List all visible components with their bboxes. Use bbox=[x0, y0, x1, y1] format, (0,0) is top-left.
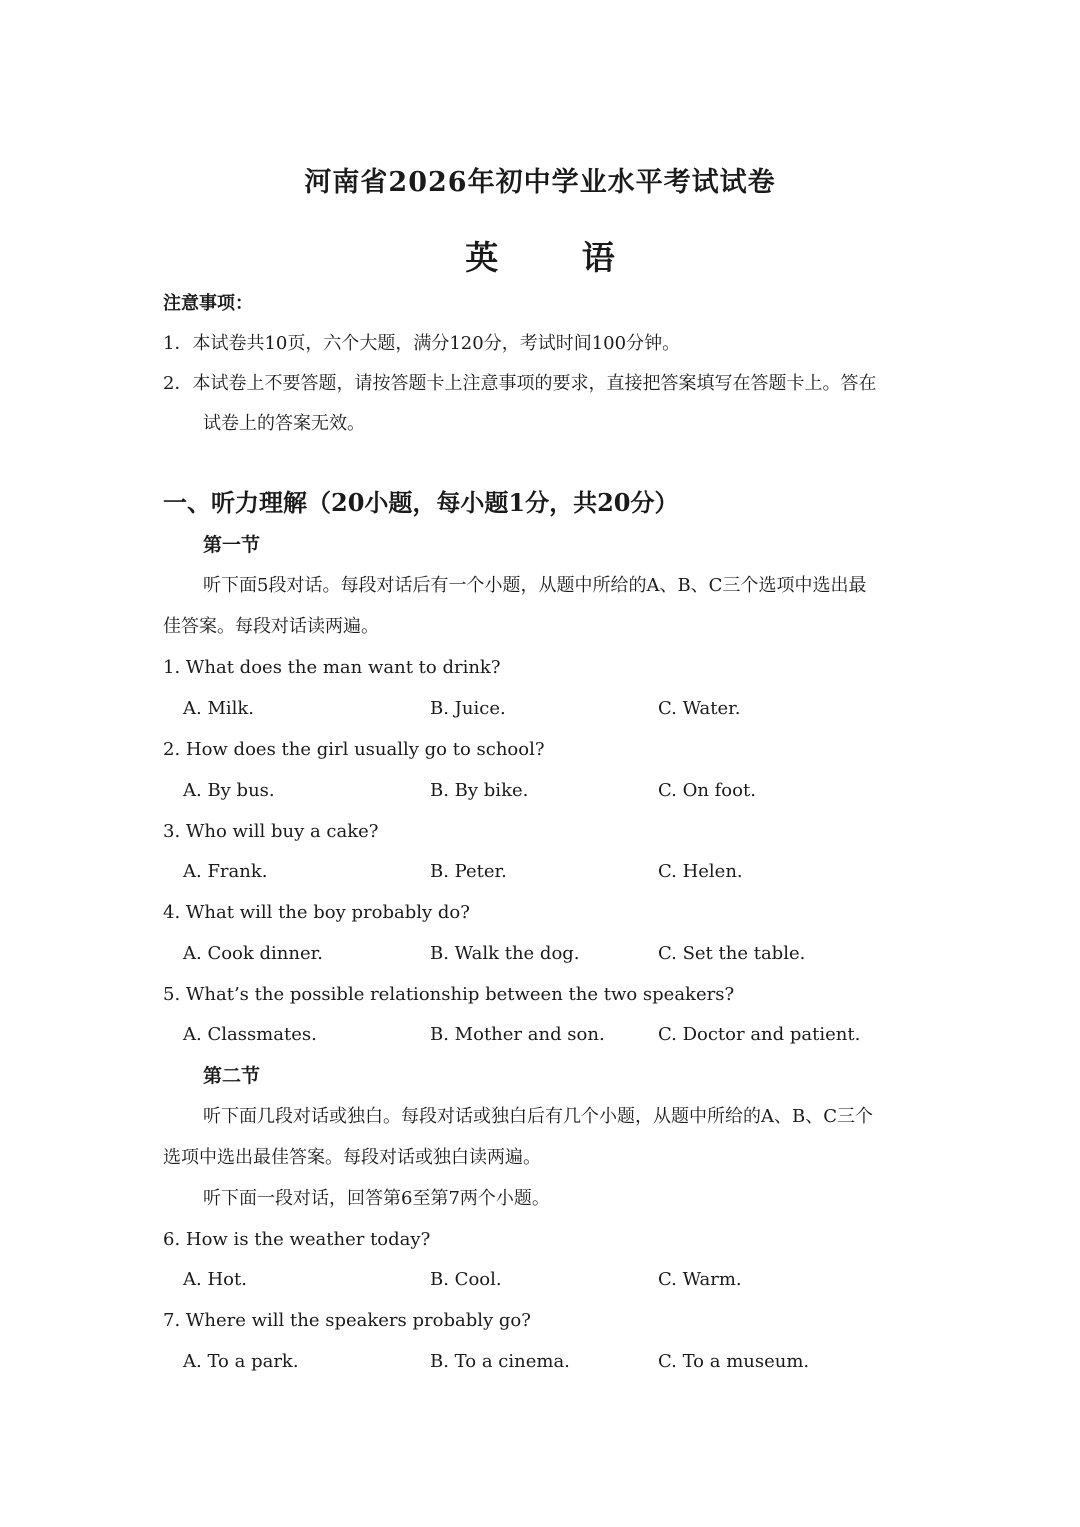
part-heading-2: 第二节 bbox=[203, 1065, 261, 1087]
part-heading-1: 第一节 bbox=[203, 534, 261, 556]
note-item-1: 1．本试卷共10页，六个大题，满分120分，考试时间100分钟。 bbox=[163, 333, 681, 354]
question-7-option-a: A. To a park. bbox=[183, 1351, 299, 1372]
part1-instruction-line-2: 佳答案。每段对话读两遍。 bbox=[163, 616, 379, 637]
question-5-option-a: A. Classmates. bbox=[183, 1024, 317, 1045]
question-3-option-c: C. Helen. bbox=[658, 861, 743, 882]
subject-title: 英 语 bbox=[465, 238, 651, 277]
exam-title: 河南省2026年初中学业水平考试试卷 bbox=[304, 167, 776, 198]
question-5-option-c: C. Doctor and patient. bbox=[658, 1024, 861, 1045]
question-4-option-a: A. Cook dinner. bbox=[183, 943, 323, 964]
question-4-option-b: B. Walk the dog. bbox=[430, 943, 580, 964]
section-heading-listening: 一、听力理解（20小题，每小题1分，共20分） bbox=[163, 488, 679, 517]
question-stem-3: 3. Who will buy a cake? bbox=[163, 821, 379, 842]
question-7-option-b: B. To a cinema. bbox=[430, 1351, 570, 1372]
question-6-option-c: C. Warm. bbox=[658, 1269, 742, 1290]
question-4-option-c: C. Set the table. bbox=[658, 943, 806, 964]
note-item-2-continued: 试卷上的答案无效。 bbox=[203, 413, 365, 434]
question-stem-5: 5. What’s the possible relationship between the two speakers? bbox=[163, 984, 735, 1005]
question-1-option-b: B. Juice. bbox=[430, 698, 506, 719]
note-item-2: 2．本试卷上不要答题，请按答题卡上注意事项的要求，直接把答案填写在答题卡上。答在 bbox=[163, 373, 877, 394]
part2-instruction-line-2: 选项中选出最佳答案。每段对话或独白读两遍。 bbox=[163, 1147, 541, 1168]
question-5-option-b: B. Mother and son. bbox=[430, 1024, 605, 1045]
question-3-option-a: A. Frank. bbox=[183, 861, 268, 882]
question-3-option-b: B. Peter. bbox=[430, 861, 507, 882]
question-1-option-c: C. Water. bbox=[658, 698, 741, 719]
question-stem-7: 7. Where will the speakers probably go? bbox=[163, 1310, 531, 1331]
question-2-option-b: B. By bike. bbox=[430, 780, 529, 801]
notes-heading: 注意事项： bbox=[163, 293, 253, 314]
question-1-option-a: A. Milk. bbox=[183, 698, 255, 719]
question-2-option-c: C. On foot. bbox=[658, 780, 756, 801]
question-6-option-b: B. Cool. bbox=[430, 1269, 502, 1290]
part2-sub-instruction: 听下面一段对话，回答第6至第7两个小题。 bbox=[203, 1188, 550, 1209]
question-stem-4: 4. What will the boy probably do? bbox=[163, 902, 470, 923]
question-stem-2: 2. How does the girl usually go to school? bbox=[163, 739, 545, 760]
part2-instruction-line-1: 听下面几段对话或独白。每段对话或独白后有几个小题，从题中所给的A、B、C三个 bbox=[203, 1106, 873, 1127]
question-stem-6: 6. How is the weather today? bbox=[163, 1229, 431, 1250]
part1-instruction-line-1: 听下面5段对话。每段对话后有一个小题，从题中所给的A、B、C三个选项中选出最 bbox=[203, 575, 867, 596]
question-2-option-a: A. By bus. bbox=[183, 780, 275, 801]
question-7-option-c: C. To a museum. bbox=[658, 1351, 810, 1372]
question-stem-1: 1. What does the man want to drink? bbox=[163, 657, 501, 678]
question-6-option-a: A. Hot. bbox=[183, 1269, 247, 1290]
